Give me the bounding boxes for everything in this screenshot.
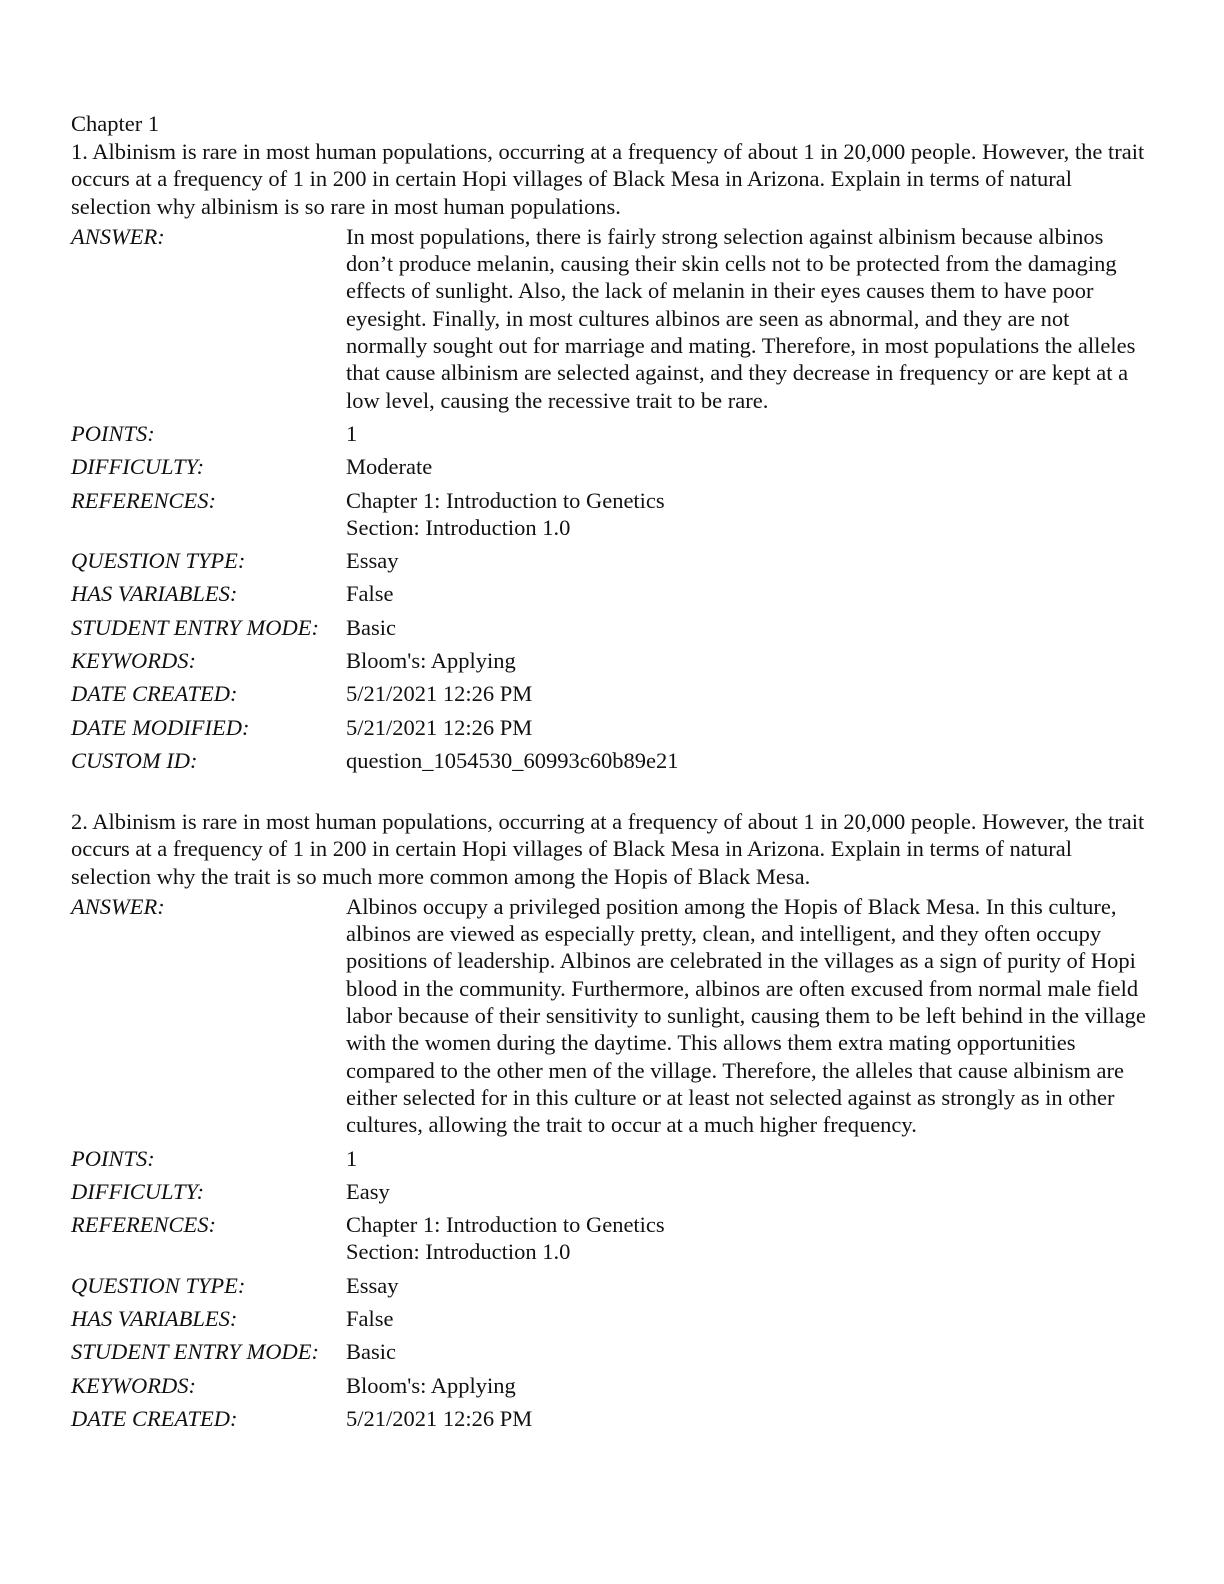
- date-modified-label: DATE MODIFIED:: [71, 714, 250, 740]
- has-variables-value: False: [346, 581, 394, 607]
- points-value: 1: [346, 420, 358, 446]
- keywords-value: Bloom's: Applying: [346, 1372, 516, 1398]
- date-created-label: DATE CREATED:: [71, 681, 238, 707]
- references-label: REFERENCES:: [71, 1212, 216, 1238]
- answer-label: ANSWER:: [71, 893, 165, 919]
- date-created-value: 5/21/2021 12:26 PM: [346, 681, 533, 707]
- question-text: 2. Albinism is rare in most human populations, occurring at a frequency of about 1 in 20,000 people. However, the trait occurs at a frequency of 1 in 200 in certain Hopi villages of Black Mesa in Arizona. Explain in terms of natural selection why the trait is so much more common among the Hopis of Black Mesa.: [71, 809, 1145, 889]
- difficulty-value: Moderate: [346, 454, 433, 480]
- custom-id-value: question_1054530_60993c60b89e21: [346, 747, 679, 773]
- question-type-value: Essay: [346, 548, 399, 574]
- reference-section: Section: Introduction 1.0: [346, 1239, 571, 1265]
- answer-text: Albinos occupy a privileged position among the Hopis of Black Mesa. In this culture, albinos are viewed as especially pretty, clean, and intelligent, and they often occupy positions of leadership. Albinos are celebrated in the villages as a sign of purity of Hopi blood in the community. Furthermore, albinos are often excused from normal male field labor because of their sensitivity to sunlight, causing them to be left behind in the village with the women during the daytime. This allows them extra mating opportunities compared to the other men of the village. Therefore, the alleles that cause albinism are either selected for in this culture or at least not selected against as strongly as in other cultures, allowing the trait to occur at a much higher frequency.: [346, 893, 1146, 1138]
- reference-section: Section: Introduction 1.0: [346, 514, 571, 540]
- question-block-1: [71, 138, 1151, 780]
- references-label: REFERENCES:: [71, 487, 216, 513]
- has-variables-label: HAS VARIABLES:: [71, 581, 238, 607]
- difficulty-value: Easy: [346, 1178, 390, 1204]
- reference-chapter: Chapter 1: Introduction to Genetics: [346, 1212, 665, 1238]
- custom-id-label: CUSTOM ID:: [71, 747, 198, 773]
- question-metadata: [71, 893, 1146, 1438]
- student-entry-mode-value: Basic: [346, 1339, 396, 1365]
- date-modified-value: 5/21/2021 12:26 PM: [346, 714, 533, 740]
- points-value: 1: [346, 1145, 358, 1171]
- answer-text: In most populations, there is fairly strong selection against albinism because albinos don’t produce melanin, causing their skin cells not to be protected from the damaging effects of sunlight. Also, the lack of melanin in their eyes causes them to have poor eyesight. Finally, in most cultures albinos are seen as abnormal, and they are not normally sought out for marriage and mating. Therefore, in most populations the alleles that cause albinism are selected against, and they decrease in frequency or are kept at a low level, causing the recessive trait to be rare.: [346, 223, 1136, 413]
- question-text: 1. Albinism is rare in most human populations, occurring at a frequency of about 1 in 20,000 people. However, the trait occurs at a frequency of 1 in 200 in certain Hopi villages of Black Mesa in Arizona. Explain in terms of natural selection why albinism is so rare in most human populations.: [71, 139, 1145, 219]
- question-block-2: [71, 808, 1151, 1438]
- date-created-value: 5/21/2021 12:26 PM: [346, 1405, 533, 1431]
- keywords-value: Bloom's: Applying: [346, 648, 516, 674]
- keywords-label: KEYWORDS:: [71, 1372, 196, 1398]
- points-label: POINTS:: [71, 1145, 155, 1171]
- has-variables-value: False: [346, 1306, 394, 1332]
- question-type-label: QUESTION TYPE:: [71, 1272, 246, 1298]
- references-value: [346, 487, 1146, 548]
- question-metadata: [71, 223, 1146, 780]
- difficulty-label: DIFFICULTY:: [71, 454, 205, 480]
- difficulty-label: DIFFICULTY:: [71, 1178, 205, 1204]
- question-type-value: Essay: [346, 1272, 399, 1298]
- student-entry-mode-label: STUDENT ENTRY MODE:: [71, 1339, 319, 1365]
- reference-chapter: Chapter 1: Introduction to Genetics: [346, 487, 665, 513]
- points-label: POINTS:: [71, 420, 155, 446]
- student-entry-mode-value: Basic: [346, 614, 396, 640]
- references-value: [346, 1211, 1146, 1272]
- keywords-label: KEYWORDS:: [71, 648, 196, 674]
- student-entry-mode-label: STUDENT ENTRY MODE:: [71, 614, 319, 640]
- answer-label: ANSWER:: [71, 223, 165, 249]
- question-type-label: QUESTION TYPE:: [71, 548, 246, 574]
- date-created-label: DATE CREATED:: [71, 1405, 238, 1431]
- has-variables-label: HAS VARIABLES:: [71, 1306, 238, 1332]
- chapter-heading: Chapter 1: [71, 111, 160, 136]
